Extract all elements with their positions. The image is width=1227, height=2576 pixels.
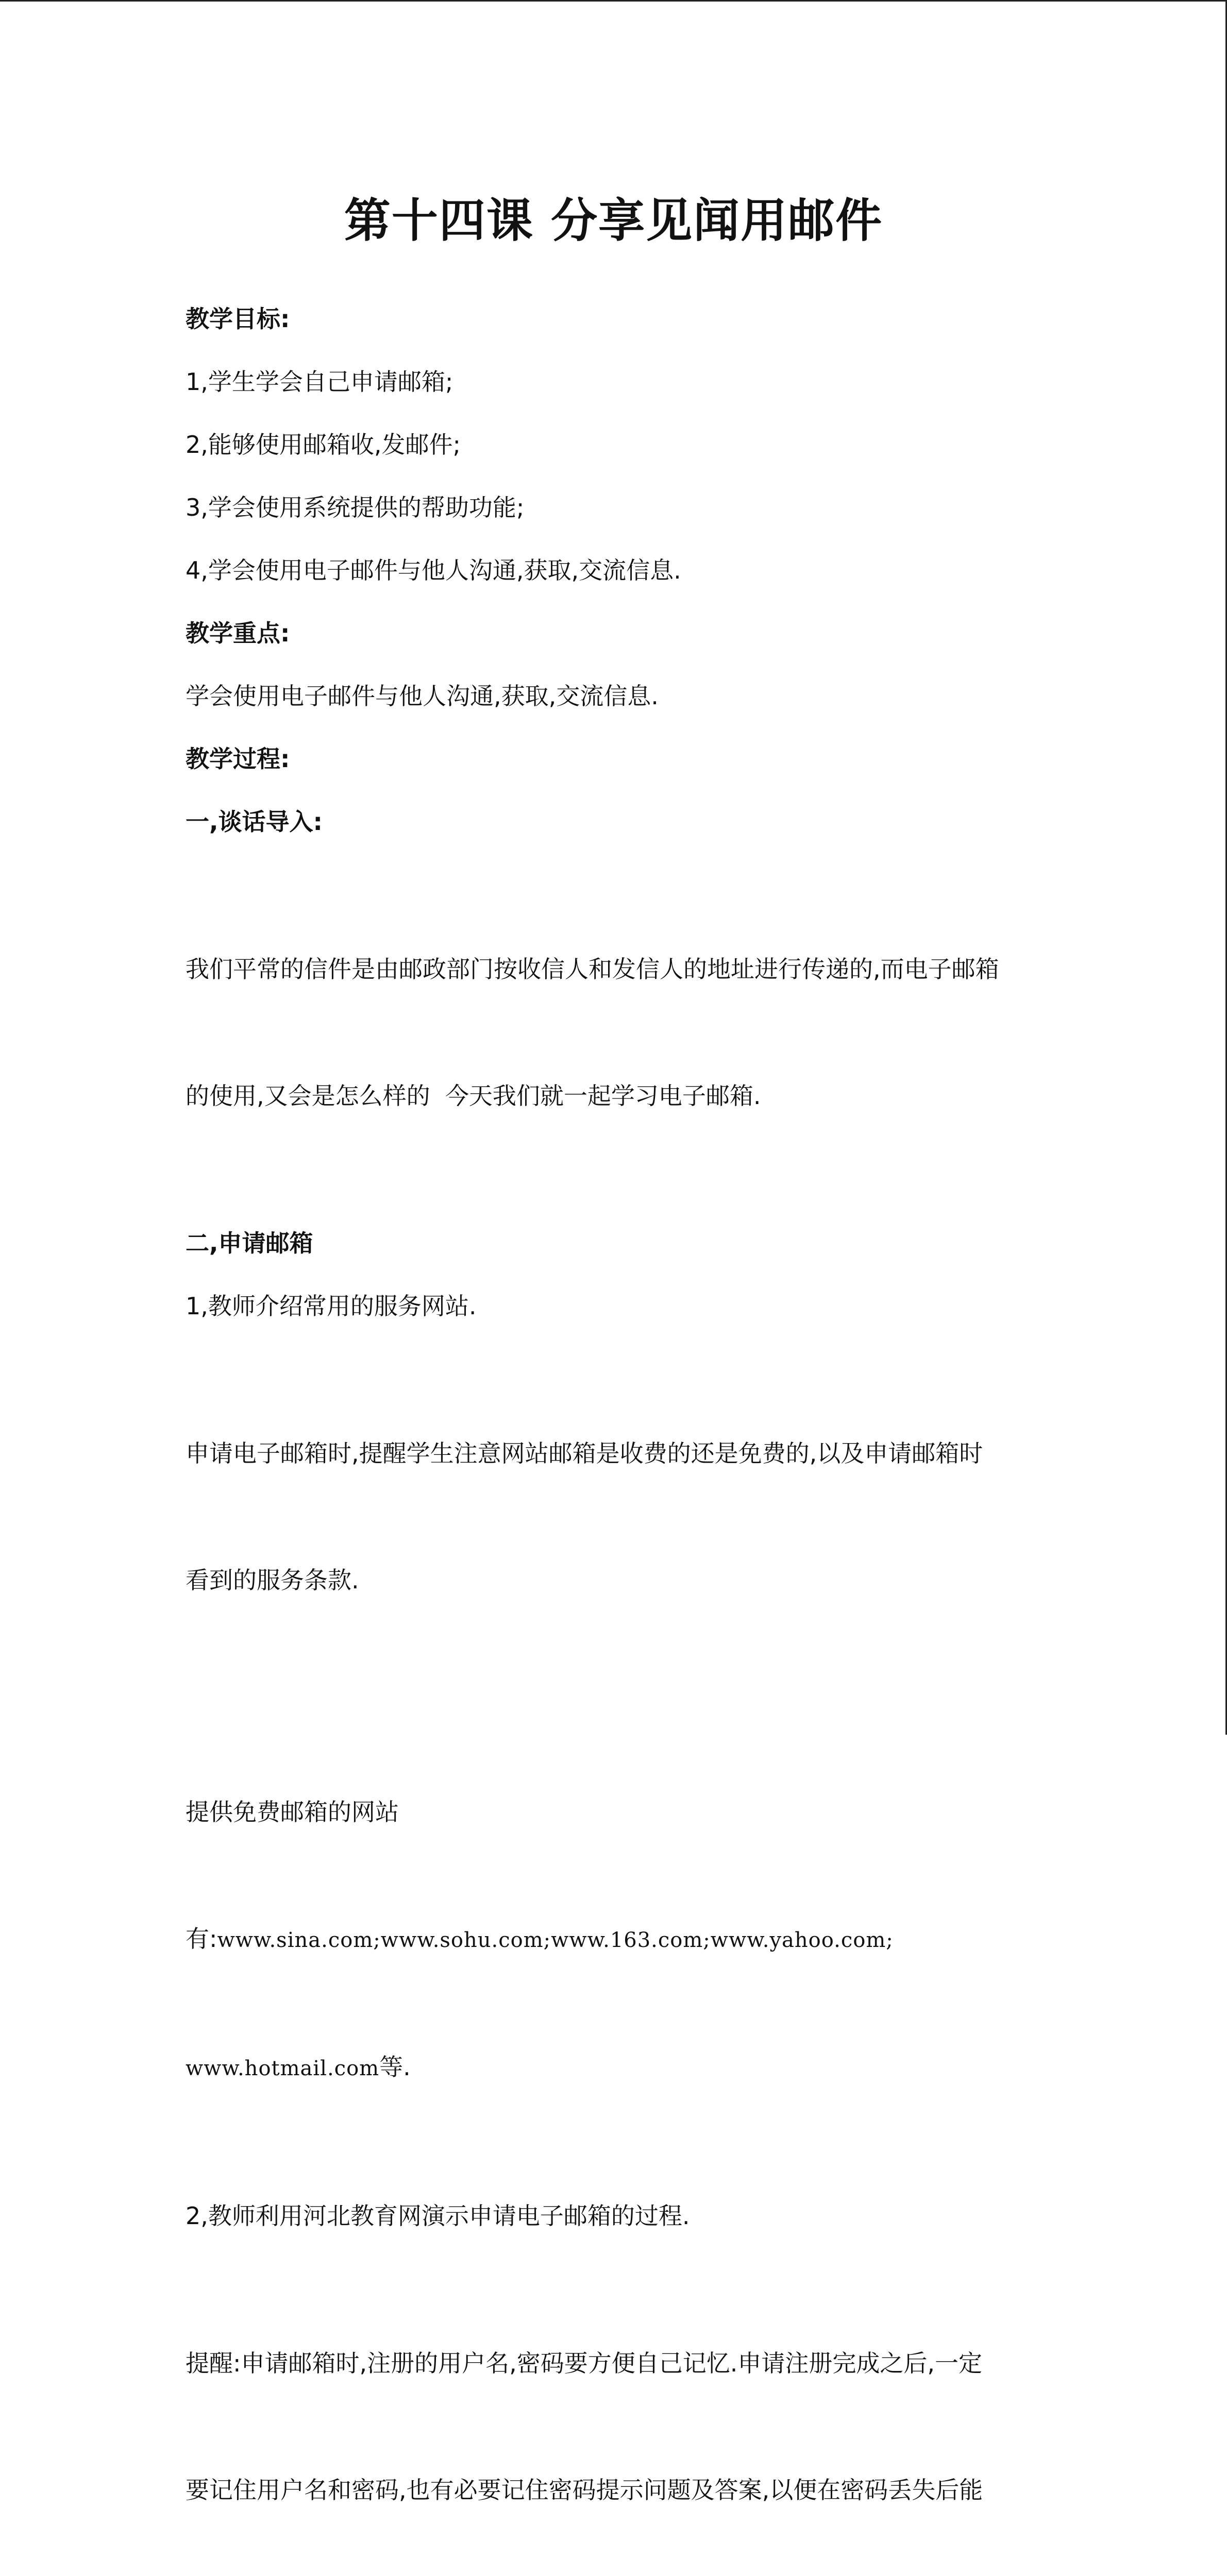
sites-prefix: 有: [186, 1925, 217, 1953]
paragraph-line [186, 1918, 1051, 1961]
sites-suffix: 等. [379, 2053, 411, 2081]
keypoints-heading: 教学重点: [186, 619, 290, 647]
page-title: 第十四课 分享见闻用邮件 [344, 193, 883, 248]
note-paragraph [186, 1348, 1051, 1686]
keypoints-text: 学会使用电子邮件与他人沟通,获取,交流信息. [186, 682, 659, 710]
paragraph-line: 要记住用户名和密码,也有必要记住密码提示问题及答案,以便在密码丢失后能 [186, 2476, 983, 2504]
section2-heading: 二,申请邮箱 [186, 1229, 313, 1257]
paragraph-line: 看到的服务条款. [186, 1566, 359, 1594]
section1-paragraph [186, 863, 1051, 1201]
paragraph-line: 提供免费邮箱的网站 [186, 1798, 399, 1826]
section1-heading: 一,谈话导入: [186, 808, 323, 836]
paragraph-line [186, 2046, 1051, 2090]
paragraph-line: 申请电子邮箱时,提醒学生注意网站邮箱是收费的还是免费的,以及申请邮箱时 [186, 1439, 983, 1467]
objectives-heading: 教学目标: [186, 305, 290, 333]
objective-item: 4,学会使用电子邮件与他人沟通,获取,交流信息. [186, 556, 681, 584]
process-heading: 教学过程: [186, 745, 290, 773]
free-mail-sites-paragraph [186, 1706, 1051, 2174]
paragraph-line: 我们平常的信件是由邮政部门按收信人和发信人的地址进行传递的,而电子邮箱 [186, 955, 999, 983]
objective-item: 2,能够使用邮箱收,发邮件; [186, 431, 461, 459]
step-1: 1,教师介绍常用的服务网站. [186, 1292, 477, 1320]
step-2: 2,教师利用河北教育网演示申请电子邮箱的过程. [186, 2202, 690, 2230]
sites-list: www.sina.com;www.sohu.com;www.163.com;www.yahoo.com; [217, 1928, 894, 1952]
document-body [186, 298, 1051, 2576]
paragraph-line: 的使用,又会是怎么样的 今天我们就一起学习电子邮箱. [186, 1082, 761, 1110]
paragraph-line: 提醒:申请邮箱时,注册的用户名,密码要方便自己记忆.申请注册完成之后,一定 [186, 2349, 982, 2377]
sites-list-end: www.hotmail.com [186, 2057, 380, 2080]
objective-item: 1,学生学会自己申请邮箱; [186, 368, 453, 396]
reminder-paragraph [186, 2258, 1051, 2576]
objective-item: 3,学会使用系统提供的帮助功能; [186, 494, 525, 521]
page-border-top [0, 0, 1227, 2]
